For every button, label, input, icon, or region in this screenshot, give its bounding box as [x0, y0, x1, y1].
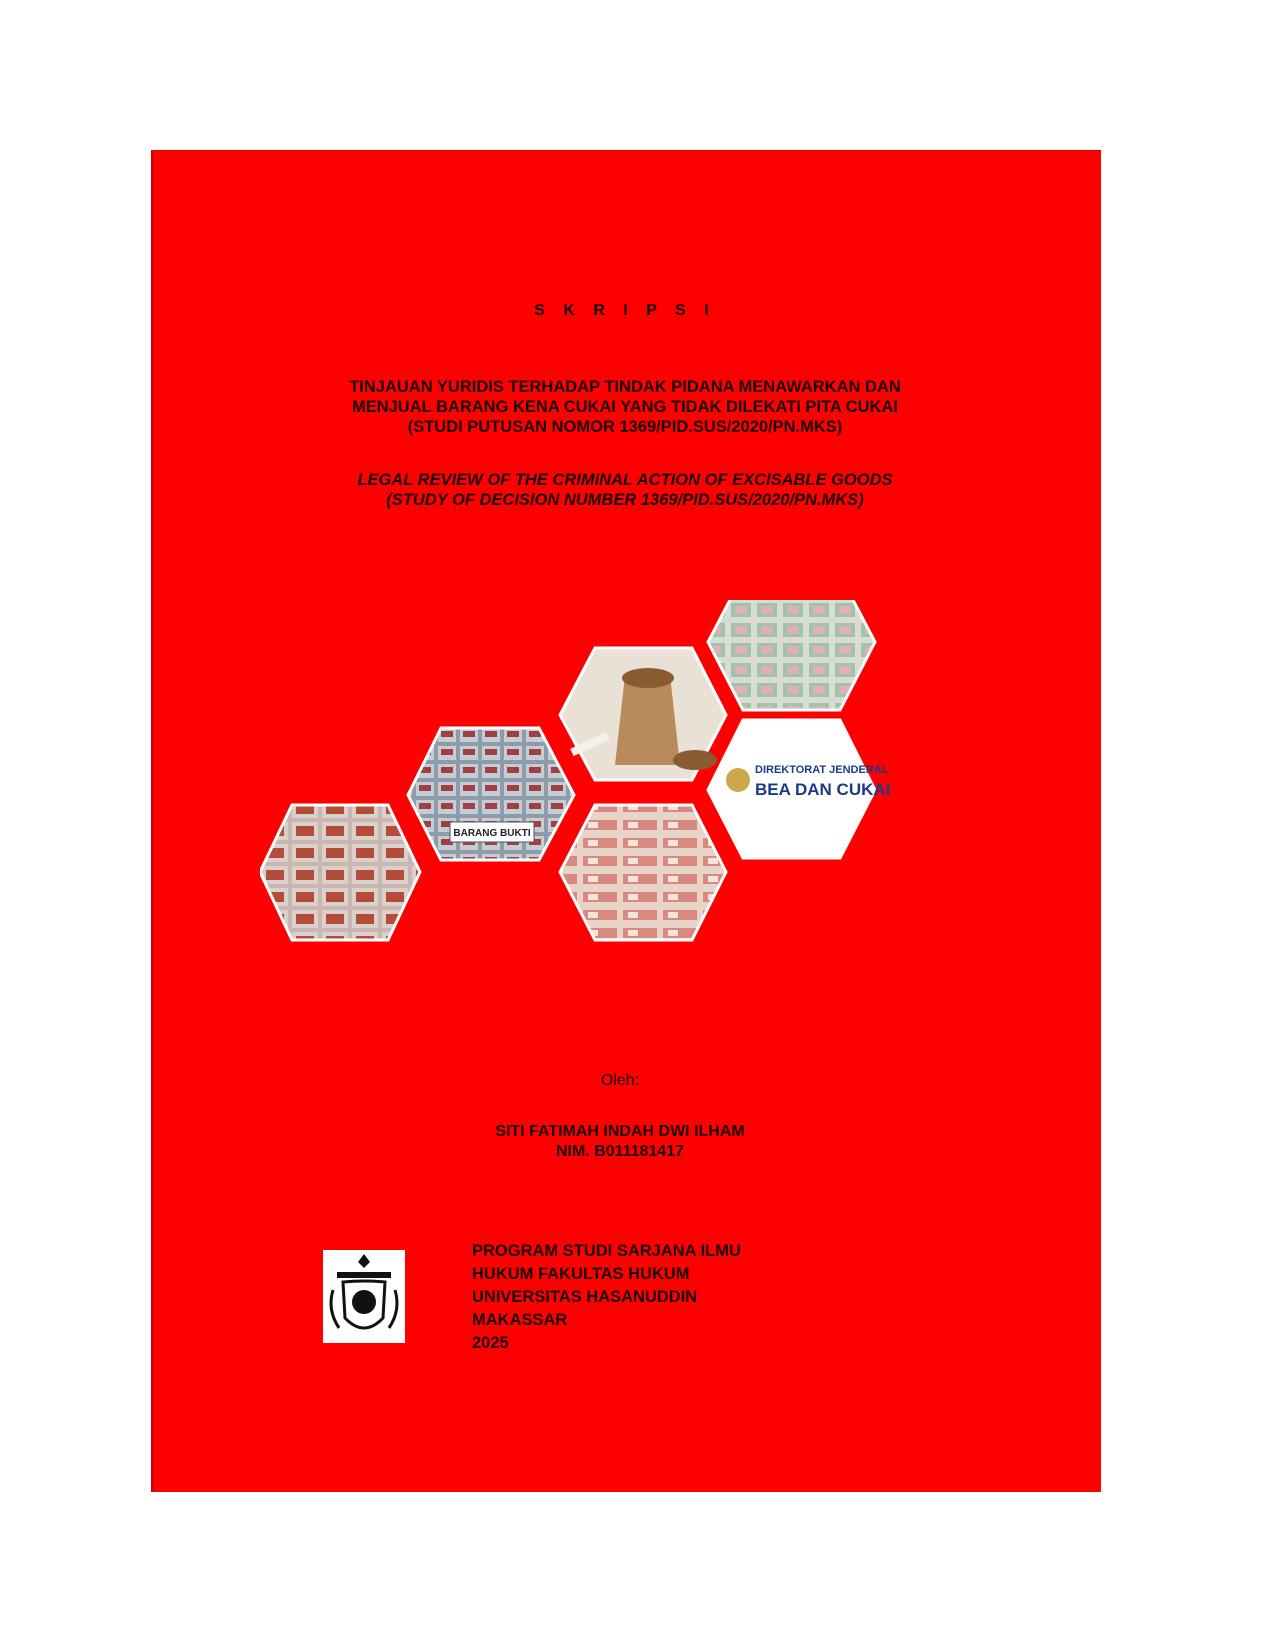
institution-block: [472, 1240, 741, 1355]
hexagon-collage: [260, 600, 940, 1000]
author-block: [380, 1122, 860, 1162]
institution-line: HUKUM FAKULTAS HUKUM: [472, 1265, 690, 1283]
hexagon-cigarette-boxes: [260, 805, 420, 940]
title-line: (STUDY OF DECISION NUMBER 1369/PID.SUS/2020/PN.MKS): [386, 491, 864, 509]
title-line: (STUDI PUTUSAN NOMOR 1369/PID.SUS/2020/PN.MKS): [407, 418, 843, 436]
by-label: Oleh:: [600, 1072, 640, 1089]
title-line: LEGAL REVIEW OF THE CRIMINAL ACTION OF EXCISABLE GOODS: [357, 471, 893, 489]
thesis-title-english: [151, 470, 1099, 510]
logo-line1: DIREKTORAT JENDERAL: [755, 764, 889, 776]
author-name: SITI FATIMAH INDAH DWI ILHAM: [495, 1123, 745, 1140]
evidence-label: BARANG BUKTI: [453, 828, 531, 839]
document-type-label: S K R I P S I: [534, 302, 716, 319]
university-seal-icon: [323, 1250, 405, 1343]
university-logo: [323, 1250, 405, 1343]
title-line: TINJAUAN YURIDIS TERHADAP TINDAK PIDANA MENAWARKAN DAN: [349, 378, 901, 396]
hexagon-excise-stamps: [708, 600, 875, 710]
institution-line: PROGRAM STUDI SARJANA ILMU: [472, 1242, 741, 1260]
student-id: NIM. B011181417: [555, 1143, 685, 1160]
hexagon-excise-stamps-red: [560, 805, 726, 940]
title-line: MENJUAL BARANG KENA CUKAI YANG TIDAK DILEKATI PITA CUKAI: [351, 398, 899, 416]
customs-emblem-icon: [726, 768, 750, 792]
hexagon-customs-logo: [708, 720, 890, 858]
institution-line: MAKASSAR: [472, 1311, 568, 1329]
hexagon-tobacco: [560, 648, 726, 780]
hexagon-evidence: [408, 728, 574, 860]
thesis-title-indonesian: [151, 377, 1099, 437]
institution-line: UNIVERSITAS HASANUDDIN: [472, 1288, 698, 1306]
logo-line2: BEA DAN CUKAI: [755, 780, 891, 799]
year: 2025: [472, 1334, 509, 1352]
